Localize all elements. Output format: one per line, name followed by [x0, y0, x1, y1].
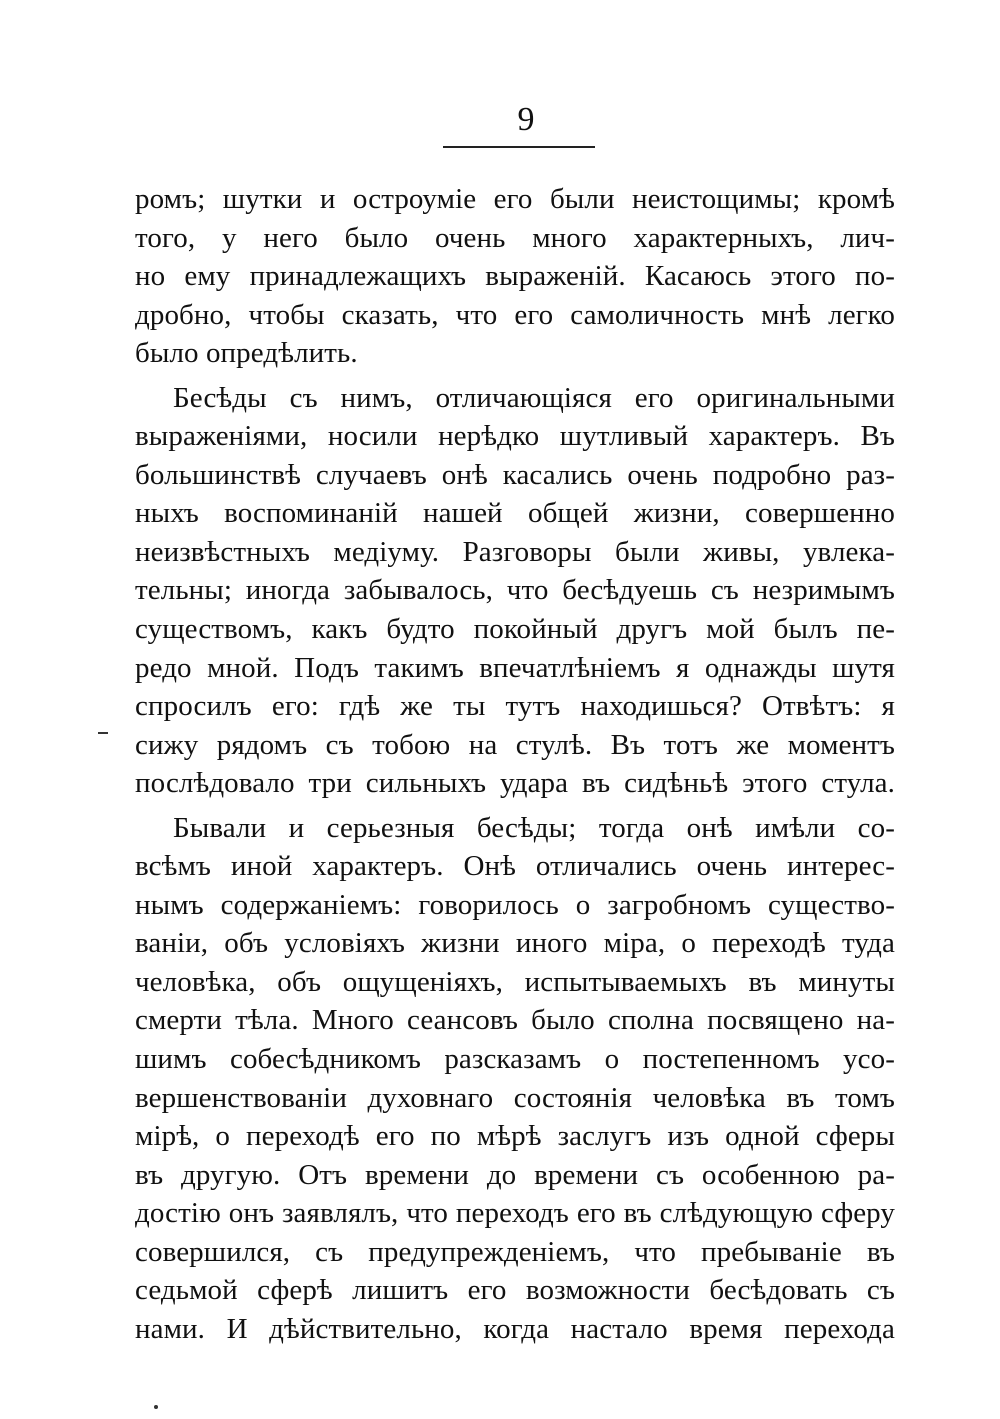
page-number: 9	[517, 101, 535, 138]
text-line: было опредѣлить.	[135, 337, 358, 370]
text-line: нымъ содержаніемъ: говорилось о загробномъ существо-	[135, 888, 895, 921]
text-line: вершенствованіи духовнаго состоянія человѣка въ томъ	[135, 1081, 895, 1114]
paragraph-1	[135, 180, 895, 373]
text-line: Бесѣды съ нимъ, отличающіяся его оригинальными	[173, 381, 895, 414]
text-line: въ другую. Отъ времени до времени съ особенною ра-	[135, 1158, 895, 1191]
text-line: смерти тѣла. Много сеансовъ было сполна посвящено на-	[135, 1004, 895, 1037]
text-line: существомъ, какъ будто покойный другъ мой былъ пе-	[135, 613, 895, 646]
text-line: того, у него было очень много характерныхъ, лич-	[135, 221, 895, 254]
text-line: выраженіями, носили нерѣдко шутливый характеръ. Въ	[135, 420, 895, 453]
text-line: ваніи, объ условіяхъ жизни иного міра, о переходѣ туда	[135, 927, 895, 960]
body-text	[135, 180, 895, 1348]
text-line: ромъ; шутки и остроуміе его были неистощимы; кромѣ	[135, 183, 895, 215]
text-line: всѣмъ иной характеръ. Онѣ отличались очень интерес-	[135, 850, 895, 883]
text-line: сижу рядомъ съ тобою на стулѣ. Въ тотъ же моментъ	[135, 728, 895, 761]
text-line: дробно, чтобы сказать, что его самоличность мнѣ легко	[135, 298, 895, 331]
text-line: человѣка, объ ощущеніяхъ, испытываемыхъ въ минуты	[135, 965, 895, 998]
text-line: тельны; иногда забывалось, что бесѣдуешь съ незримымъ	[135, 574, 895, 607]
text-line: большинствѣ случаевъ онѣ касались очень подробно раз-	[135, 458, 895, 491]
paragraph-2	[135, 379, 895, 803]
text-line: нами. И дѣйствительно, когда настало время перехода	[135, 1312, 895, 1345]
text-line: шимъ собесѣдникомъ разсказамъ о постепенномъ усо-	[135, 1043, 895, 1076]
text-line: но ему принадлежащихъ выраженій. Касаюсь этого по-	[135, 260, 895, 293]
text-line: редо мной. Подъ такимъ впечатлѣніемъ я однажды шутя	[135, 651, 895, 684]
text-line: неизвѣстныхъ медіуму. Разговоры были живы, увлека-	[135, 535, 895, 568]
text-line: седьмой сферѣ лишитъ его возможности бесѣдовать съ	[135, 1274, 895, 1307]
header-rule	[443, 146, 595, 148]
text-line: достію онъ заявлялъ, что переходъ его въ слѣдующую сферу	[135, 1197, 895, 1230]
text-line: спросилъ его: гдѣ же ты тутъ находишься? Отвѣтъ: я	[135, 690, 895, 723]
margin-mark	[98, 732, 108, 734]
paragraph-3	[135, 809, 895, 1349]
text-line: ныхъ воспоминаній нашей общей жизни, совершенно	[135, 497, 895, 530]
margin-dot	[154, 1405, 158, 1409]
text-line: совершился, съ предупрежденіемъ, что пребываніе въ	[135, 1235, 895, 1268]
text-line: мірѣ, о переходѣ его по мѣрѣ заслугъ изъ одной сферы	[135, 1120, 895, 1153]
text-line: послѣдовало три сильныхъ удара въ сидѣньѣ этого стула.	[135, 767, 895, 800]
text-line: Бывали и серьезныя бесѣды; тогда онѣ имѣли со-	[173, 811, 895, 844]
